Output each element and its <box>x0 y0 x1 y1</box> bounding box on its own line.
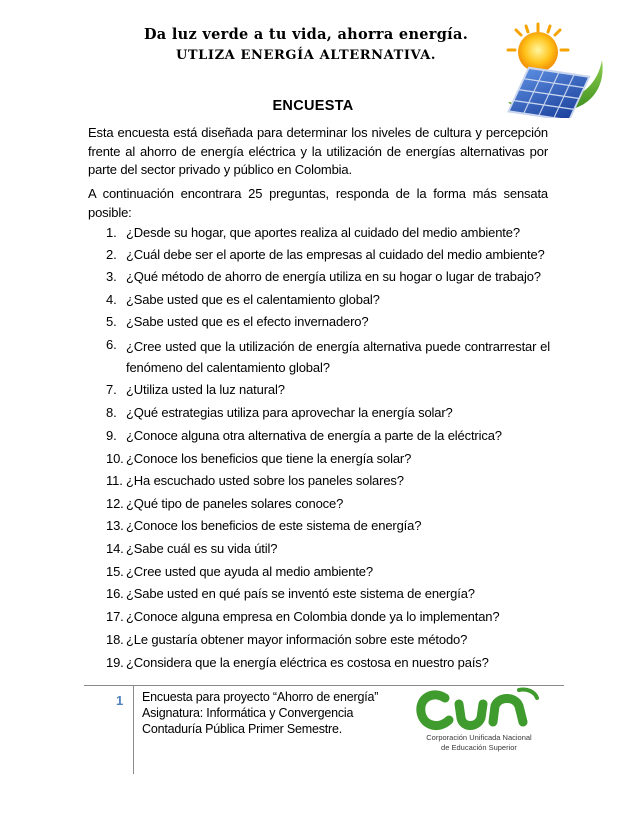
intro-paragraph: Esta encuesta está diseñada para determinar los niveles de cultura y percepción frente al ahorro de energía eléctrica y la utilización de energías alternativas por parte del sector privado y público en Colombia. <box>88 125 548 177</box>
footer-program: Contaduría Pública Primer Semestre. <box>142 722 343 736</box>
footer-vertical-rule <box>133 686 134 774</box>
footer-subject: Asignatura: Informática y Convergencia <box>142 706 354 720</box>
header-slogan: Da luz verde a tu vida, ahorra energía. <box>143 26 469 43</box>
cun-logo <box>415 684 543 770</box>
cun-subtitle-1: Corporación Unificada Nacional <box>426 733 532 742</box>
instructions-paragraph: A continuación encontrara 25 preguntas, responda de la forma más sensata posible: <box>88 186 548 220</box>
sun-icon <box>508 24 568 72</box>
page-number: 1 <box>116 693 124 708</box>
cun-subtitle-2: de Educación Superior <box>441 743 517 752</box>
survey-title: ENCUESTA <box>272 98 354 114</box>
footer-project: Encuesta para proyecto “Ahorro de energía” <box>142 690 379 704</box>
header-subtitle: UTLIZA ENERGÍA ALTERNATIVA. <box>175 48 437 63</box>
